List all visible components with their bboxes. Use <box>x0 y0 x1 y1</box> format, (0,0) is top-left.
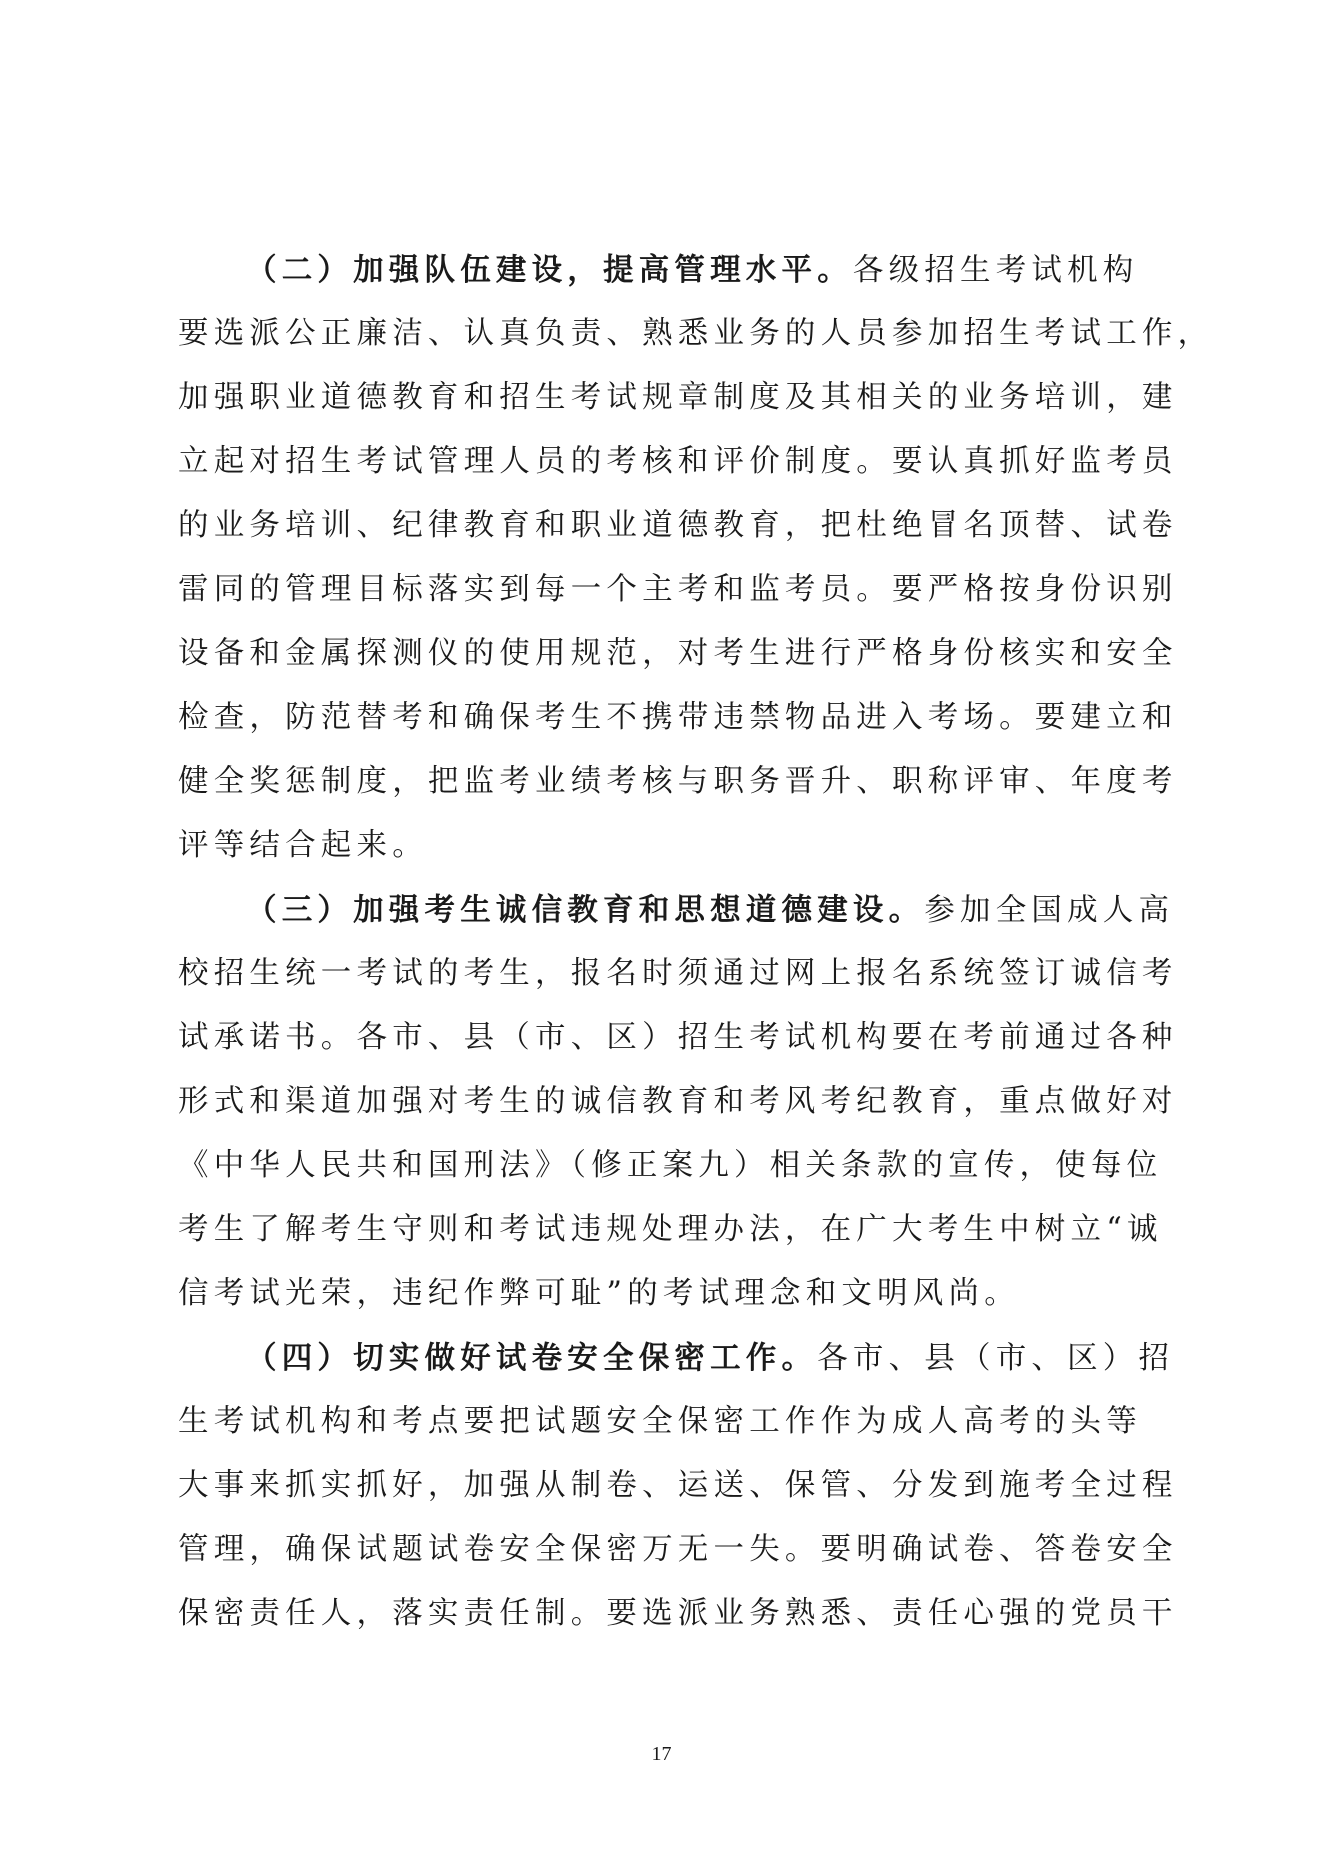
paragraph-2-line-1 <box>178 238 1158 302</box>
paragraph-2-line: 设备和金属探测仪的使用规范，对考生进行严格身份核实和安全 <box>178 636 1178 671</box>
paragraph-4-line: 大事来抓实抓好，加强从制卷、运送、保管、分发到施考全过程 <box>178 1468 1178 1503</box>
paragraph-3-line-1 <box>178 878 1175 942</box>
paragraph-3-line: 信考试光荣，违纪作弊可耻”的考试理念和文明风尚。 <box>178 1276 1020 1311</box>
paragraph-3-text: 参加全国成人高 <box>924 893 1175 928</box>
paragraph-2-line: 立起对招生考试管理人员的考核和评价制度。要认真抓好监考员 <box>178 444 1178 479</box>
paragraph-2-line: 加强职业道德教育和招生考试规章制度及其相关的业务培训，建 <box>178 380 1178 415</box>
paragraph-4-heading: （四）切实做好试卷安全保密工作。 <box>246 1340 818 1376</box>
paragraph-4-line: 生考试机构和考点要把试题安全保密工作作为成人高考的头等 <box>178 1404 1142 1439</box>
paragraph-2-line: 评等结合起来。 <box>178 828 428 863</box>
paragraph-2-line: 的业务培训、纪律教育和职业道德教育，把杜绝冒名顶替、试卷 <box>178 508 1178 543</box>
paragraph-3-line: 形式和渠道加强对考生的诚信教育和考风考纪教育，重点做好对 <box>178 1084 1178 1119</box>
page-number: 17 <box>651 1743 672 1765</box>
paragraph-2-line: 健全奖惩制度，把监考业绩考核与职务晋升、职称评审、年度考 <box>178 764 1178 799</box>
paragraph-2-line: 雷同的管理目标落实到每一个主考和监考员。要严格按身份识别 <box>178 572 1178 607</box>
paragraph-2-line: 检查，防范替考和确保考生不携带违禁物品进入考场。要建立和 <box>178 700 1178 735</box>
paragraph-3-line: 考生了解考生守则和考试违规处理办法，在广大考生中树立“诚 <box>178 1212 1163 1247</box>
paragraph-3-line: 校招生统一考试的考生，报名时须通过网上报名系统签订诚信考 <box>178 956 1178 991</box>
body-text <box>178 238 1214 1646</box>
paragraph-3-line: 《中华人民共和国刑法》（修正案九）相关条款的宣传，使每位 <box>178 1148 1163 1183</box>
paragraph-2-heading: （二）加强队伍建设，提高管理水平。 <box>246 252 853 288</box>
paragraph-4-text: 各市、县（市、区）招 <box>817 1341 1175 1376</box>
paragraph-2-line: 要选派公正廉洁、认真负责、熟悉业务的人员参加招生考试工作， <box>178 316 1214 351</box>
paragraph-4-line-1 <box>178 1326 1175 1390</box>
paragraph-3-line: 试承诺书。各市、县（市、区）招生考试机构要在考前通过各种 <box>178 1020 1178 1055</box>
paragraph-4-line: 保密责任人，落实责任制。要选派业务熟悉、责任心强的党员干 <box>178 1596 1178 1631</box>
paragraph-4-line: 管理，确保试题试卷安全保密万无一失。要明确试卷、答卷安全 <box>178 1532 1178 1567</box>
paragraph-3-heading: （三）加强考生诚信教育和思想道德建设。 <box>246 892 925 928</box>
paragraph-2-text: 各级招生考试机构 <box>852 253 1139 288</box>
